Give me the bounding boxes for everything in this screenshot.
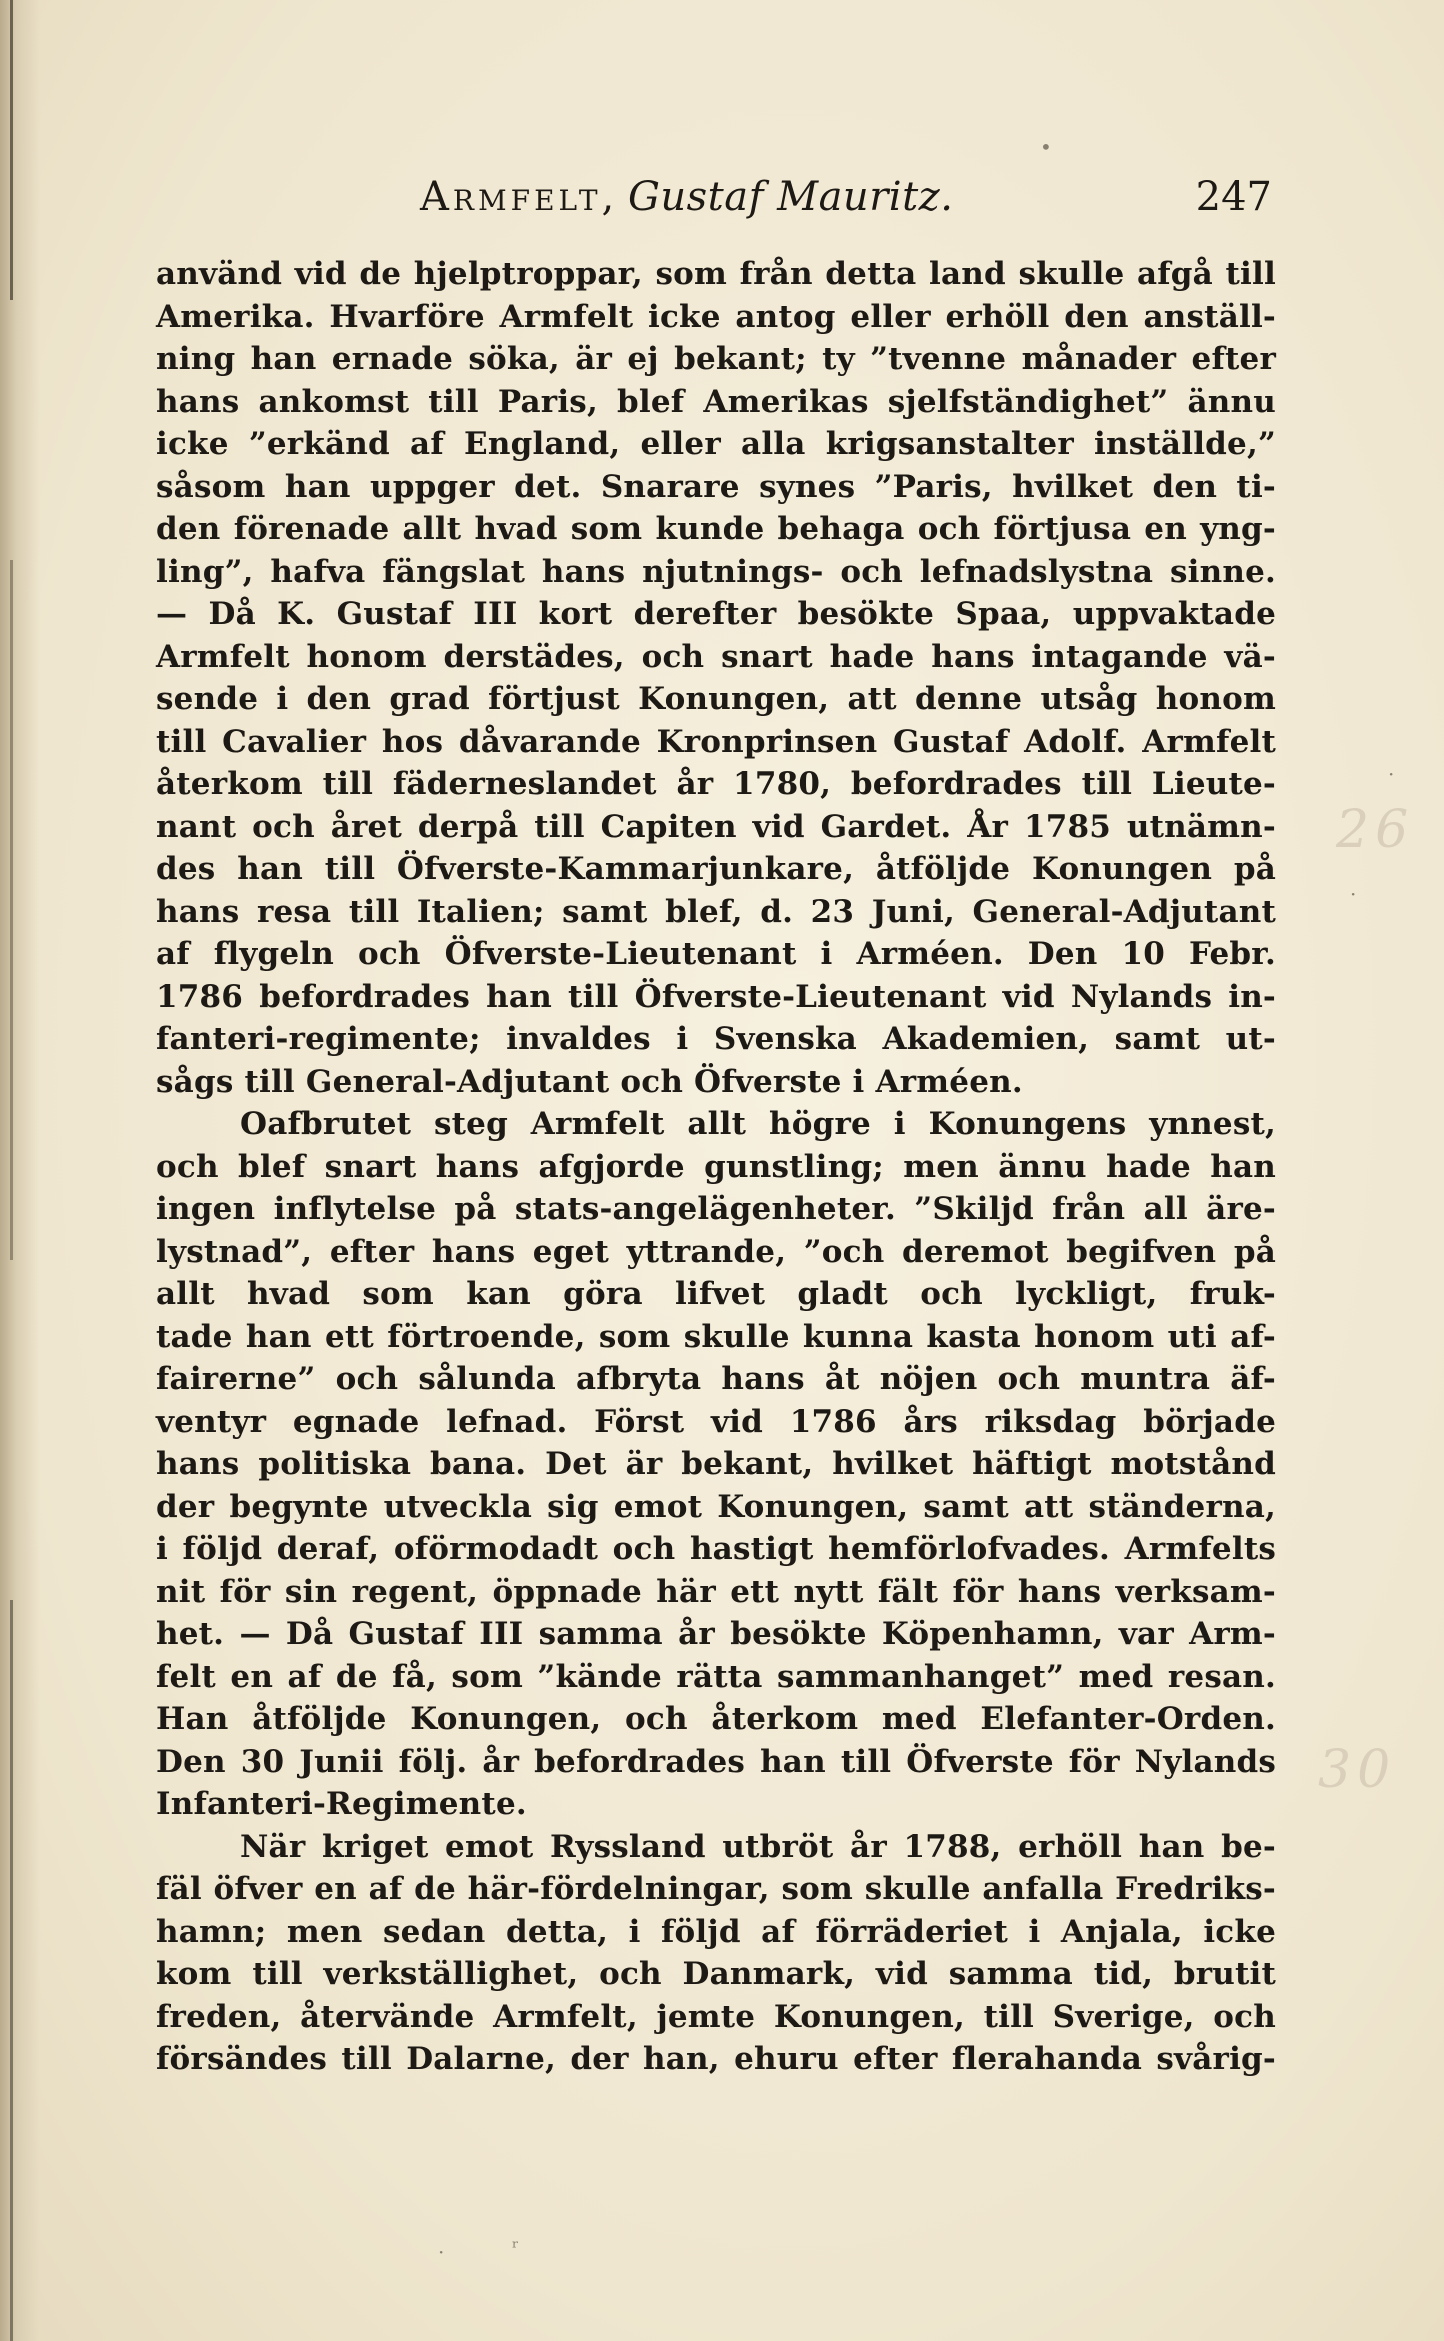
text-line: hamn; men sedan detta, i följd af förräderiet i Anjala, icke bbox=[156, 1913, 1276, 1950]
binding-edge-line bbox=[10, 1600, 13, 2341]
text-line: fäl öfver en af de här-fördelningar, som skulle anfalla Fredriks- bbox=[156, 1871, 1276, 1907]
text-line: Den 30 Junii följ. år befordrades han till Öfverste för Nylands bbox=[156, 1743, 1276, 1780]
margin-note: 30 bbox=[1318, 1740, 1397, 1800]
running-head-given-names: Gustaf Mauritz. bbox=[627, 174, 954, 220]
running-head-title: Armfelt, Gustaf Mauritz. bbox=[420, 174, 954, 220]
ink-speck: · bbox=[438, 2240, 445, 2264]
text-line: och blef snart hans afgjorde gunstling; men ännu hade han bbox=[156, 1148, 1276, 1185]
margin-note: 26 bbox=[1336, 800, 1415, 860]
text-line: hans resa till Italien; samt blef, d. 23 Juni, General-Adjutant bbox=[156, 893, 1276, 930]
text-line: ling”, hafva fängslat hans njutnings- och lefnadslystna sinne. bbox=[156, 553, 1276, 590]
text-line: felt en af de få, som ”kände rätta sammanhanget” med resan. bbox=[156, 1658, 1276, 1695]
binding-shadow bbox=[0, 0, 40, 2341]
body-text bbox=[156, 253, 1276, 2081]
text-line: der begynte utveckla sig emot Konungen, samt att ständerna, bbox=[156, 1488, 1276, 1525]
text-line: försändes till Dalarne, der han, ehuru efter flerahanda svårig- bbox=[156, 2041, 1276, 2077]
text-line: ingen inflytelse på stats-angelägenheter. ”Skiljd från all äre- bbox=[156, 1191, 1276, 1227]
running-head-surname: Armfelt bbox=[420, 174, 602, 220]
text-line: tade han ett förtroende, som skulle kunna kasta honom uti af- bbox=[156, 1318, 1276, 1355]
text-line: fanteri-regimente; invaldes i Svenska Akademien, samt ut- bbox=[156, 1021, 1276, 1057]
ink-speck: · bbox=[1350, 882, 1357, 906]
running-header bbox=[420, 172, 1272, 222]
text-line: freden, återvände Armfelt, jemte Konungen, till Sverige, och bbox=[156, 1998, 1276, 2035]
text-line: i följd deraf, oförmodadt och hastigt hemförlofvades. Armfelts bbox=[156, 1531, 1276, 1567]
text-line: sende i den grad förtjust Konungen, att denne utsåg honom bbox=[156, 681, 1276, 717]
text-line: fairerne” och sålunda afbryta hans åt nöjen och muntra äf- bbox=[156, 1361, 1276, 1397]
text-line: återkom till fäderneslandet år 1780, befordrades till Lieute- bbox=[156, 766, 1276, 802]
text-line: Amerika. Hvarföre Armfelt icke antog eller erhöll den anställ- bbox=[156, 298, 1276, 335]
text-line: Armfelt honom derstädes, och snart hade hans intagande vä- bbox=[156, 638, 1276, 675]
text-line: allt hvad som kan göra lifvet gladt och lyckligt, fruk- bbox=[156, 1276, 1276, 1312]
text-line: kom till verkställighet, och Danmark, vid samma tid, brutit bbox=[156, 1956, 1276, 1992]
text-line: hans politiska bana. Det är bekant, hvilket häftigt motstånd bbox=[156, 1446, 1276, 1482]
text-line: het. — Då Gustaf III samma år besökte Köpenhamn, var Arm- bbox=[156, 1616, 1276, 1652]
text-line: lystnad”, efter hans eget yttrande, ”och deremot begifven på bbox=[156, 1233, 1276, 1270]
binding-edge-line bbox=[10, 0, 13, 300]
text-line: såsom han uppger det. Snarare synes ”Paris, hvilket den ti- bbox=[156, 468, 1276, 505]
text-line: Han åtföljde Konungen, och återkom med Elefanter-Orden. bbox=[156, 1701, 1276, 1737]
text-line: des han till Öfverste-Kammarjunkare, åtföljde Konungen på bbox=[156, 851, 1276, 887]
ink-speck: · bbox=[1388, 762, 1395, 786]
text-line: ning han ernade söka, är ej bekant; ty ”tvenne månader efter bbox=[156, 341, 1276, 377]
text-line: 1786 befordrades han till Öfverste-Lieutenant vid Nylands in- bbox=[156, 978, 1276, 1015]
text-line: ventyr egnade lefnad. Först vid 1786 års riksdag började bbox=[156, 1403, 1276, 1440]
text-line: Infanteri-Regimente. bbox=[156, 1786, 527, 1822]
binding-edge-line bbox=[10, 560, 13, 1260]
ink-speck: ʳ bbox=[512, 2235, 519, 2259]
text-line: icke ”erkänd af England, eller alla krigsanstalter inställde,” bbox=[156, 426, 1276, 462]
text-line: Oafbrutet steg Armfelt allt högre i Konungens ynnest, bbox=[240, 1106, 1276, 1142]
text-line: nant och året derpå till Capiten vid Gardet. År 1785 utnämn- bbox=[156, 808, 1276, 845]
ink-speck: • bbox=[1040, 135, 1052, 159]
text-line: — Då K. Gustaf III kort derefter besökte Spaa, uppvaktade bbox=[156, 596, 1276, 632]
text-line: hans ankomst till Paris, blef Amerikas sjelfständighet” ännu bbox=[156, 383, 1276, 420]
text-line: af flygeln och Öfverste-Lieutenant i Arméen. Den 10 Febr. bbox=[156, 936, 1276, 972]
text-line: nit för sin regent, öppnade här ett nytt fält för hans verksam- bbox=[156, 1573, 1276, 1610]
page-number: 247 bbox=[1195, 174, 1272, 220]
text-line: den förenade allt hvad som kunde behaga och förtjusa en yng- bbox=[156, 511, 1276, 547]
text-line: till Cavalier hos dåvarande Kronprinsen Gustaf Adolf. Armfelt bbox=[156, 723, 1276, 760]
text-line: När kriget emot Ryssland utbröt år 1788, erhöll han be- bbox=[240, 1828, 1276, 1865]
text-line: använd vid de hjelptroppar, som från detta land skulle afgå till bbox=[156, 256, 1276, 292]
text-line: sågs till General-Adjutant och Öfverste i Arméen. bbox=[156, 1063, 1023, 1100]
